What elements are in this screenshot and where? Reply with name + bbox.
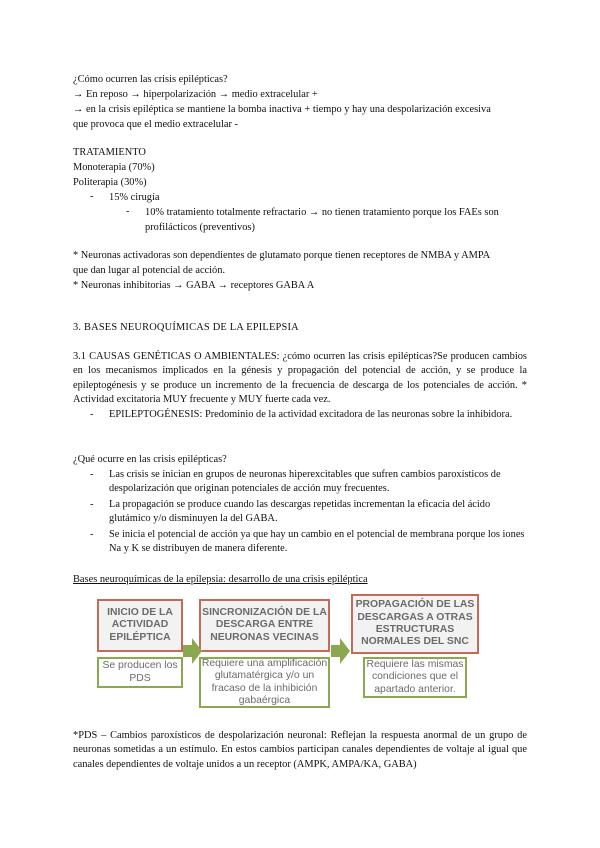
epileptogenesis-text: : Predominio de la actividad excitadora de las neuronas sobre la inhibidora.	[199, 409, 513, 420]
crisis-bullet-2: La propagación se produce cuando las descargas repetidas incrementan la eficacia del ácido glutámico y/o disminuyen la del GABA.	[109, 499, 491, 525]
pds-paragraph: *PDS – Cambios paroxísticos de despolarización neuronal: Reflejan la respuesta anormal de un grupo de neuronas sometidas a un estímulo. En estos cambios participan canales dependientes de voltaje al igual que canales dependientes de voltaje unidos a un receptor (AMPK, AMPA/KA, GABA)	[73, 730, 527, 770]
subsection-title: 3.1 CAUSAS GENÉTICAS O AMBIENTALES	[73, 351, 277, 362]
dash-bullet: -	[90, 499, 94, 510]
diagram-caption: Bases neuroquímicas de la epilepsia: desarrollo de una crisis epiléptica	[73, 574, 368, 585]
treatment-polytherapy: Politerapia (30%)	[73, 177, 147, 188]
dash-bullet: -	[90, 191, 94, 202]
epileptogenesis-bullet	[109, 408, 527, 422]
dash-bullet: -	[126, 206, 130, 217]
intro-question: ¿Cómo ocurren las crisis epilépticas?	[73, 74, 228, 85]
treatment-refractory-a: 10% tratamiento totalmente refractario → no tienen tratamiento porque los FAEs son	[145, 207, 499, 218]
dash-bullet: -	[90, 469, 94, 480]
subsection-text: : ¿cómo ocurren las crisis epilépticas?Se producen cambios en los mecanismos implicados en la génesis y propagación del potencial de acción, y se produce la epileptogénesis y se produce un incremento de la frecuencia de descarga de los potenciales de acción. * Actividad excitatoria MUY frecuente y MUY fuerte cada vez.	[73, 351, 527, 406]
section-title: 3. BASES NEUROQUÍMICAS DE LA EPILEPSIA	[73, 322, 299, 333]
treatment-title: TRATAMIENTO	[73, 147, 146, 158]
crisis-bullet-1: Las crisis se inician en grupos de neuronas hiperexcitables que sufren cambios paroxísticos de despolarización que originan potenciales de acción muy frecuentes.	[109, 469, 501, 495]
neurons-excitatory-a: * Neuronas activadoras son dependientes de glutamato porque tienen receptores de NMBA y AMPA	[73, 250, 491, 261]
step-2-detail: Requiere una amplificación glutamatérgica y/o un fracaso de la inhibición gabaérgica	[199, 657, 330, 708]
crisis-bullet-3: Se inicia el potencial de acción ya que hay un cambio en el potencial de membrana porque los iones Na y K se distribuyen de manera diferente.	[109, 529, 525, 555]
step-2-title: SINCRONIZACIÓN DE LA DESCARGA ENTRE NEURONAS VECINAS	[199, 599, 330, 652]
treatment-refractory-b: profilácticos (preventivos)	[145, 222, 255, 233]
step-1-detail: Se producen los PDS	[97, 657, 183, 688]
neurons-inhibitory: * Neuronas inhibitorias → GABA → receptores GABA A	[73, 280, 315, 291]
dash-bullet: -	[90, 529, 94, 540]
step-3-title: PROPAGACIÓN DE LAS DESCARGAS A OTRAS ESTRUCTURAS NORMALES DEL SNC	[351, 594, 479, 654]
section-paragraph	[73, 350, 527, 408]
crisis-question: ¿Qué ocurre en las crisis epilépticas?	[73, 454, 227, 465]
arrow-right-icon	[183, 638, 203, 664]
step-3-detail: Requiere las mismas condiciones que el apartado anterior.	[363, 657, 467, 698]
intro-line-crisis-b: que provoca que el medio extracelular -	[73, 119, 239, 130]
epileptogenesis-label: EPILEPTOGÉNESIS	[109, 409, 200, 420]
dash-bullet: -	[90, 409, 94, 420]
arrow-right-icon	[331, 638, 351, 664]
step-1-title: INICIO DE LA ACTIVIDAD EPILÉPTICA	[97, 599, 183, 652]
intro-line-crisis-a: → en la crisis epiléptica se mantiene la bomba inactiva + tiempo y hay una despolarización excesiva	[73, 104, 491, 115]
treatment-surgery: 15% cirugía	[109, 192, 160, 203]
intro-line-rest: → En reposo → hiperpolarización → medio extracelular +	[73, 89, 318, 100]
treatment-monotherapy: Monoterapia (70%)	[73, 162, 155, 173]
neurons-excitatory-b: que dan lugar al potencial de acción.	[73, 265, 226, 276]
